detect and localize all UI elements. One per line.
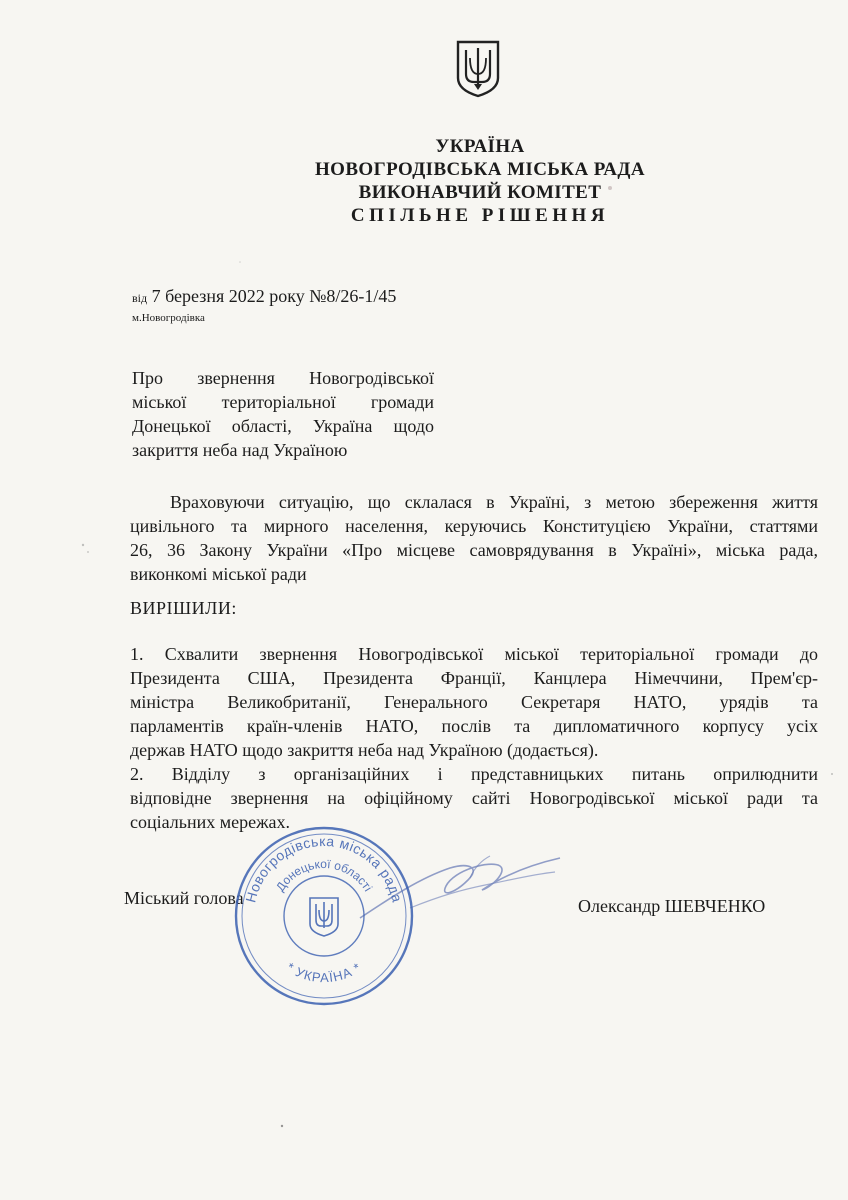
subject-line: закриття неба над Україною [132,440,348,460]
document-date [132,286,396,307]
item-line: 1. Схвалити звернення Новогродівської міської територіальної громади до [130,644,818,664]
preamble-line: виконкомі міської ради [130,564,307,584]
heading-country: УКРАЇНА [435,136,525,157]
item-line: Президента США, Президента Франції, Канцлера Німеччини, Прем'єр- [130,668,818,688]
item-line: міністра Великобританії, Генерального Секретаря НАТО, урядів та [130,692,818,712]
item-line: 2. Відділу з організаційних і представницьких питань оприлюднити [130,764,818,784]
date-value: 7 березня 2022 року №8/26-1/45 [151,286,397,306]
svg-text:* УКРАЇНА *: * УКРАЇНА * [283,959,365,986]
preamble-paragraph [130,490,818,586]
subject-line: міської територіальної громади [132,392,434,412]
item-line: відповідне звернення на офіційному сайті Новогродівської міської ради та [130,788,818,808]
signatory-name: Олександр ШЕВЧЕНКО [578,896,766,916]
document-place: м.Новогродівка [132,312,205,324]
resolved-heading: ВИРІШИЛИ: [130,598,237,618]
item-line: соціальних мережах. [130,812,291,832]
heading-council: НОВОГРОДІВСЬКА МІСЬКА РАДА [314,159,646,180]
subject-line: Про звернення Новогродівської [132,368,434,388]
preamble-line: Враховуючи ситуацію, що склалася в Україні, з метою збереження життя [170,492,818,512]
document-heading [250,135,710,227]
subject-line: Донецької області, Україна щодо [132,416,434,436]
heading-committee: ВИКОНАВЧИЙ КОМІТЕТ [358,182,602,203]
svg-text:Донецької області: Донецької області [273,856,376,894]
heading-doc-type: СПІЛЬНЕ РІШЕННЯ [350,205,610,226]
signatory-position: Міський голова [124,888,244,908]
document-subject [132,366,434,462]
official-seal [232,824,416,1008]
resolution-items [130,642,818,834]
coat-of-arms-icon [456,40,500,98]
item-line: держав НАТО щодо закриття неба над Україною (додається). [130,740,599,760]
svg-text:Новогродівська міська рада: Новогродівська міська рада [242,832,406,905]
date-prefix: від [132,291,148,305]
item-line: парламентів країн-членів НАТО, послів та дипломатичного корпусу усіх [130,716,818,736]
preamble-line: цивільного та мирного населення, керуючись Конституцією України, статтями [130,516,818,536]
preamble-line: 26, 36 Закону України «Про місцеве самоврядування в Україні», міська рада, [130,540,818,560]
